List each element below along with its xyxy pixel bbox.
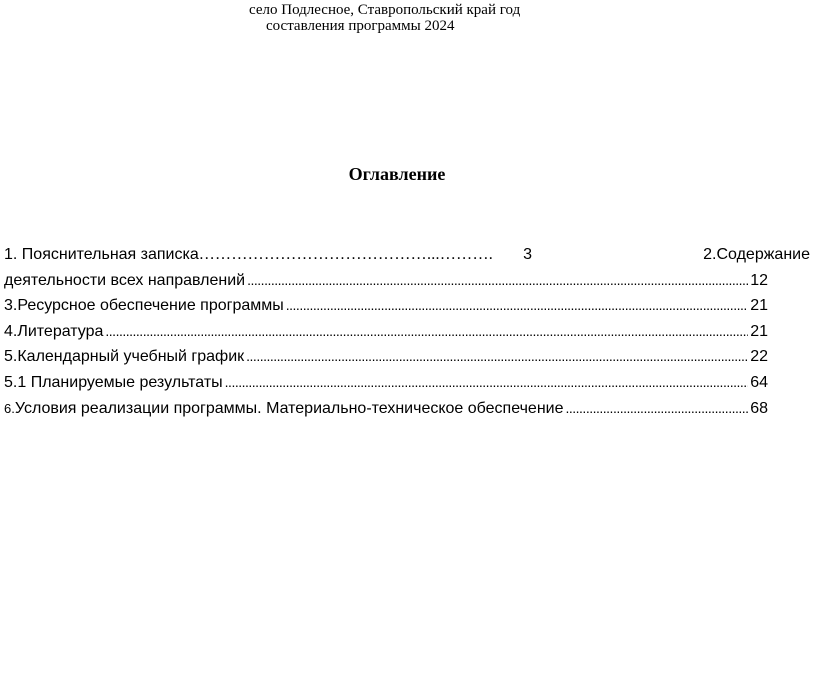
header-year-line: составления программы 2024 — [266, 18, 455, 34]
toc-entry-number: 6. — [4, 400, 15, 416]
toc-row-literature — [4, 319, 768, 345]
toc-entry-label: 1. Пояснительная записка — [4, 246, 199, 263]
toc-entry-leader — [105, 319, 748, 345]
toc-entry-label: 2.Содержание — [703, 246, 810, 263]
toc-row-activity-content — [4, 268, 768, 294]
toc-entry-label — [4, 396, 563, 422]
toc-row-explanatory-note — [4, 242, 810, 268]
toc-entry-page: 21 — [750, 322, 768, 340]
toc-entry-leader — [247, 268, 748, 294]
toc-entry-label: 4.Литература — [4, 322, 104, 340]
toc-entry-label: 5.1 Планируемые результаты — [4, 373, 223, 391]
toc-entry-page: 68 — [750, 399, 768, 417]
toc-entry-leader — [246, 344, 748, 370]
toc-row-implementation-conditions — [4, 396, 768, 422]
toc-entry-text: Условия реализации программы. Материально-техническое обеспечение — [14, 399, 564, 417]
toc-entry-page: 12 — [750, 271, 768, 289]
toc-entry-label: 3.Ресурсное обеспечение программы — [4, 297, 284, 315]
toc-entry-page: 22 — [750, 348, 768, 366]
toc-entry-page: 64 — [750, 373, 768, 391]
toc-entry-leader — [286, 293, 748, 319]
toc-entry-label: деятельности всех направлений — [4, 271, 246, 289]
toc-entry-page: 3 — [523, 246, 532, 263]
header-location-line: село Подлесное, Ставропольский край год — [249, 2, 521, 18]
toc-entry-leader — [225, 370, 749, 396]
toc-entry-label: 5.Календарный учебный график — [4, 348, 245, 366]
toc-title: Оглавление — [348, 164, 446, 184]
toc-row-resources — [4, 293, 768, 319]
table-of-contents — [4, 242, 810, 421]
toc-entry-leader: ……………………………………...………. — [198, 246, 494, 263]
toc-entry-page: 21 — [750, 297, 768, 315]
toc-row-calendar-schedule — [4, 344, 768, 370]
toc-row-planned-results — [4, 370, 768, 396]
toc-entry-leader — [565, 396, 748, 422]
